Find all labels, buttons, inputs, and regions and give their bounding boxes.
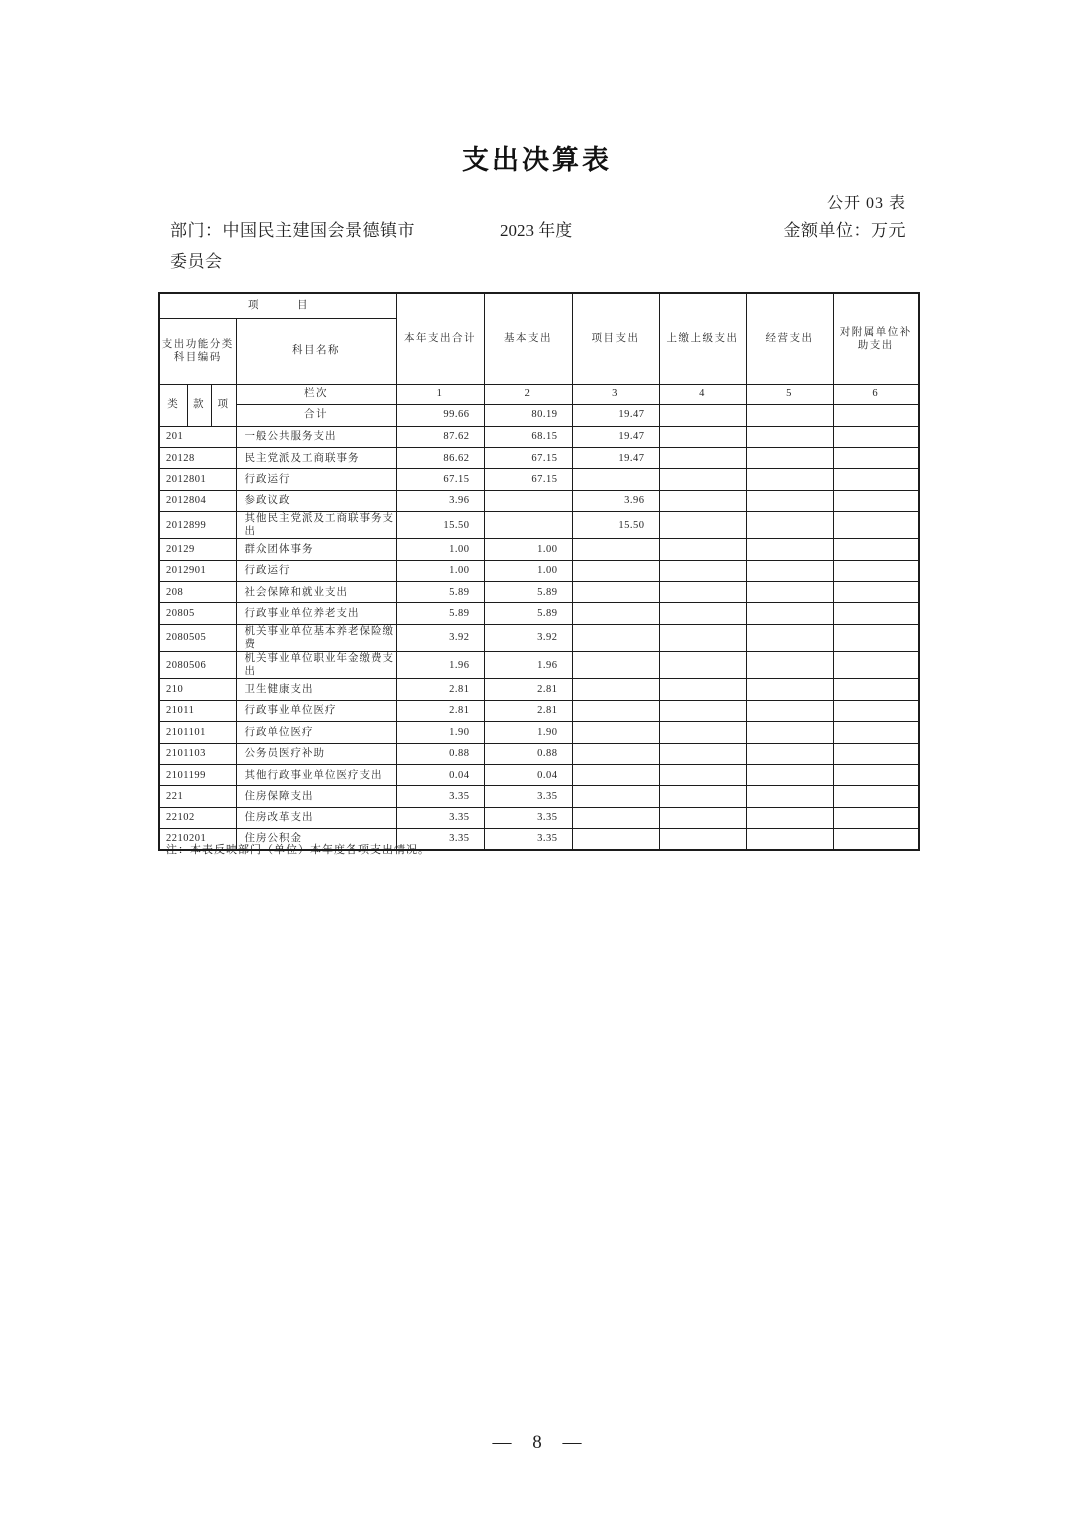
total-value-cell: 19.47 xyxy=(572,404,659,426)
value-cell xyxy=(746,603,833,624)
code-cell: 2101103 xyxy=(159,743,236,764)
col-header-subsidy: 对附属单位补助支出 xyxy=(833,293,919,384)
value-cell: 5.89 xyxy=(484,603,572,624)
value-cell xyxy=(746,426,833,447)
value-cell xyxy=(833,447,919,468)
value-cell xyxy=(659,807,746,828)
code-cell: 221 xyxy=(159,786,236,807)
value-cell xyxy=(572,764,659,785)
table-row xyxy=(159,764,919,785)
value-cell: 3.92 xyxy=(484,624,572,651)
total-value-cell xyxy=(833,404,919,426)
col-header-basic: 基本支出 xyxy=(484,293,572,384)
table-row xyxy=(159,426,919,447)
col-header-upper: 上缴上级支出 xyxy=(659,293,746,384)
value-cell xyxy=(746,512,833,539)
department-label: 部门：中国民主建国会景德镇市委员会 xyxy=(170,221,415,271)
value-cell xyxy=(833,469,919,490)
value-cell xyxy=(659,829,746,850)
value-cell: 5.89 xyxy=(484,582,572,603)
value-cell xyxy=(572,469,659,490)
table-row xyxy=(159,807,919,828)
subject-name-header-cell: 科目名称 xyxy=(236,318,396,384)
value-cell xyxy=(572,652,659,679)
code-cell: 20129 xyxy=(159,539,236,560)
subject-name-cell: 机关事业单位基本养老保险缴费 xyxy=(236,624,396,651)
table-row xyxy=(159,512,919,539)
col-number-cell: 4 xyxy=(659,384,746,404)
value-cell xyxy=(659,426,746,447)
value-cell xyxy=(659,722,746,743)
total-label-cell: 合计 xyxy=(236,404,396,426)
subject-name-cell: 社会保障和就业支出 xyxy=(236,582,396,603)
value-cell: 2.81 xyxy=(396,679,484,700)
value-cell xyxy=(572,624,659,651)
value-cell xyxy=(659,603,746,624)
value-cell xyxy=(659,582,746,603)
value-cell xyxy=(833,679,919,700)
value-cell: 1.00 xyxy=(484,539,572,560)
value-cell: 19.47 xyxy=(572,447,659,468)
total-value-cell xyxy=(659,404,746,426)
value-cell: 3.35 xyxy=(396,829,484,850)
value-cell xyxy=(833,722,919,743)
subject-name-cell: 行政事业单位养老支出 xyxy=(236,603,396,624)
value-cell xyxy=(572,539,659,560)
table-note: 注：本表反映部门（单位）本年度各项支出情况。 xyxy=(166,844,430,856)
value-cell: 5.89 xyxy=(396,603,484,624)
value-cell xyxy=(659,764,746,785)
col-number-cell: 5 xyxy=(746,384,833,404)
code-cell: 2012901 xyxy=(159,560,236,581)
subject-name-cell: 行政运行 xyxy=(236,469,396,490)
value-cell xyxy=(746,539,833,560)
subject-name-cell: 住房改革支出 xyxy=(236,807,396,828)
value-cell xyxy=(746,490,833,511)
value-cell xyxy=(833,829,919,850)
subject-name-cell: 住房保障支出 xyxy=(236,786,396,807)
value-cell xyxy=(659,786,746,807)
value-cell xyxy=(746,624,833,651)
value-cell xyxy=(746,679,833,700)
value-cell xyxy=(746,447,833,468)
value-cell xyxy=(833,743,919,764)
value-cell: 3.35 xyxy=(396,786,484,807)
table-row xyxy=(159,722,919,743)
subject-name-cell: 行政事业单位医疗 xyxy=(236,700,396,721)
expenditure-table xyxy=(158,292,920,851)
value-cell xyxy=(833,582,919,603)
value-cell xyxy=(572,700,659,721)
value-cell: 3.35 xyxy=(484,786,572,807)
col-number-cell: 6 xyxy=(833,384,919,404)
subject-name-cell: 卫生健康支出 xyxy=(236,679,396,700)
value-cell xyxy=(659,743,746,764)
value-cell: 1.00 xyxy=(396,560,484,581)
value-cell xyxy=(833,512,919,539)
value-cell xyxy=(572,679,659,700)
form-number-label: 公开 03 表 xyxy=(826,195,906,212)
code-cell: 208 xyxy=(159,582,236,603)
col-header-project: 项目支出 xyxy=(572,293,659,384)
document-meta xyxy=(158,215,918,275)
code-cell: 2210201 xyxy=(159,829,236,850)
value-cell xyxy=(833,560,919,581)
value-cell xyxy=(484,490,572,511)
value-cell xyxy=(746,582,833,603)
value-cell: 0.88 xyxy=(484,743,572,764)
table-row xyxy=(159,560,919,581)
value-cell xyxy=(833,490,919,511)
lanci-label-cell: 栏次 xyxy=(236,384,396,404)
value-cell xyxy=(659,512,746,539)
subject-name-cell: 住房公积金 xyxy=(236,829,396,850)
code-cell: 20128 xyxy=(159,447,236,468)
table-row xyxy=(159,786,919,807)
code-cell: 210 xyxy=(159,679,236,700)
value-cell xyxy=(659,490,746,511)
value-cell: 1.90 xyxy=(484,722,572,743)
table-row xyxy=(159,582,919,603)
value-cell xyxy=(572,560,659,581)
amount-unit-label: 金额单位：万元 xyxy=(783,221,906,240)
total-value-cell xyxy=(746,404,833,426)
value-cell xyxy=(659,560,746,581)
subject-name-cell: 机关事业单位职业年金缴费支出 xyxy=(236,652,396,679)
value-cell: 3.35 xyxy=(484,807,572,828)
value-cell xyxy=(659,679,746,700)
value-cell: 5.89 xyxy=(396,582,484,603)
value-cell xyxy=(746,652,833,679)
value-cell: 68.15 xyxy=(484,426,572,447)
code-cell: 22102 xyxy=(159,807,236,828)
total-row xyxy=(159,404,919,426)
function-class-line1: 支出功能分类 xyxy=(161,338,234,350)
value-cell: 3.96 xyxy=(572,490,659,511)
sub-col-xiang: 项 xyxy=(211,384,236,426)
table-row xyxy=(159,700,919,721)
project-header-cell: 项 目 xyxy=(159,293,396,318)
value-cell: 0.04 xyxy=(484,764,572,785)
table-row xyxy=(159,679,919,700)
col-number-cell: 1 xyxy=(396,384,484,404)
value-cell xyxy=(659,624,746,651)
value-cell: 87.62 xyxy=(396,426,484,447)
code-cell: 201 xyxy=(159,426,236,447)
table-row xyxy=(159,447,919,468)
page-title: 支出决算表 xyxy=(462,145,612,175)
value-cell xyxy=(746,743,833,764)
code-cell: 2101199 xyxy=(159,764,236,785)
value-cell: 19.47 xyxy=(572,426,659,447)
value-cell: 15.50 xyxy=(396,512,484,539)
value-cell xyxy=(833,624,919,651)
value-cell xyxy=(572,743,659,764)
col-header-operating: 经营支出 xyxy=(746,293,833,384)
col-number-cell: 3 xyxy=(572,384,659,404)
value-cell xyxy=(833,539,919,560)
value-cell xyxy=(746,829,833,850)
code-cell: 2012801 xyxy=(159,469,236,490)
page-number: — 8 — xyxy=(492,1432,582,1453)
subject-name-cell: 群众团体事务 xyxy=(236,539,396,560)
value-cell xyxy=(746,786,833,807)
subject-name-cell: 公务员医疗补助 xyxy=(236,743,396,764)
value-cell xyxy=(746,722,833,743)
value-cell xyxy=(572,829,659,850)
value-cell xyxy=(572,722,659,743)
subject-name-cell: 民主党派及工商联事务 xyxy=(236,447,396,468)
table-head xyxy=(159,293,919,426)
subject-name-cell: 其他行政事业单位医疗支出 xyxy=(236,764,396,785)
value-cell: 2.81 xyxy=(484,679,572,700)
value-cell: 1.00 xyxy=(484,560,572,581)
code-cell: 2012899 xyxy=(159,512,236,539)
value-cell: 67.15 xyxy=(484,469,572,490)
value-cell xyxy=(833,426,919,447)
value-cell: 2.81 xyxy=(484,700,572,721)
table-row xyxy=(159,743,919,764)
total-value-cell: 99.66 xyxy=(396,404,484,426)
value-cell: 3.92 xyxy=(396,624,484,651)
value-cell: 67.15 xyxy=(484,447,572,468)
value-cell xyxy=(746,764,833,785)
sub-col-kuan: 款 xyxy=(187,384,211,426)
value-cell xyxy=(659,447,746,468)
table-row xyxy=(159,624,919,651)
value-cell: 3.35 xyxy=(484,829,572,850)
value-cell xyxy=(572,807,659,828)
value-cell xyxy=(746,469,833,490)
table-row xyxy=(159,603,919,624)
subject-name-cell: 行政单位医疗 xyxy=(236,722,396,743)
value-cell xyxy=(659,539,746,560)
table-body xyxy=(159,426,919,850)
value-cell xyxy=(833,786,919,807)
value-cell xyxy=(833,764,919,785)
value-cell xyxy=(572,786,659,807)
table-row xyxy=(159,539,919,560)
value-cell xyxy=(484,512,572,539)
function-class-line2: 科目编码 xyxy=(173,352,222,363)
value-cell xyxy=(572,582,659,603)
value-cell xyxy=(572,603,659,624)
subject-name-cell: 行政运行 xyxy=(236,560,396,581)
value-cell xyxy=(746,560,833,581)
value-cell xyxy=(659,469,746,490)
value-cell xyxy=(833,807,919,828)
code-cell: 2080506 xyxy=(159,652,236,679)
value-cell: 1.96 xyxy=(484,652,572,679)
sub-col-lei: 类 xyxy=(159,384,187,426)
value-cell: 1.00 xyxy=(396,539,484,560)
value-cell: 3.96 xyxy=(396,490,484,511)
code-cell: 2012804 xyxy=(159,490,236,511)
subject-name-cell: 参政议政 xyxy=(236,490,396,511)
table-row xyxy=(159,652,919,679)
value-cell xyxy=(746,700,833,721)
total-value-cell: 80.19 xyxy=(484,404,572,426)
code-cell: 2101101 xyxy=(159,722,236,743)
value-cell xyxy=(659,700,746,721)
subject-name-cell: 其他民主党派及工商联事务支出 xyxy=(236,512,396,539)
function-class-header-cell xyxy=(159,318,236,384)
value-cell: 0.88 xyxy=(396,743,484,764)
value-cell: 0.04 xyxy=(396,764,484,785)
value-cell xyxy=(659,652,746,679)
value-cell: 1.90 xyxy=(396,722,484,743)
code-cell: 20805 xyxy=(159,603,236,624)
value-cell xyxy=(833,603,919,624)
value-cell: 2.81 xyxy=(396,700,484,721)
table-row xyxy=(159,490,919,511)
value-cell: 86.62 xyxy=(396,447,484,468)
value-cell: 3.35 xyxy=(396,807,484,828)
subject-name-cell: 一般公共服务支出 xyxy=(236,426,396,447)
value-cell: 67.15 xyxy=(396,469,484,490)
value-cell xyxy=(833,652,919,679)
value-cell: 1.96 xyxy=(396,652,484,679)
table-row xyxy=(159,469,919,490)
col-header-total: 本年支出合计 xyxy=(396,293,484,384)
code-cell: 2080505 xyxy=(159,624,236,651)
col-number-cell: 2 xyxy=(484,384,572,404)
code-cell: 21011 xyxy=(159,700,236,721)
value-cell: 15.50 xyxy=(572,512,659,539)
value-cell xyxy=(746,807,833,828)
fiscal-year-label: 2023 年度 xyxy=(500,221,573,240)
value-cell xyxy=(833,700,919,721)
